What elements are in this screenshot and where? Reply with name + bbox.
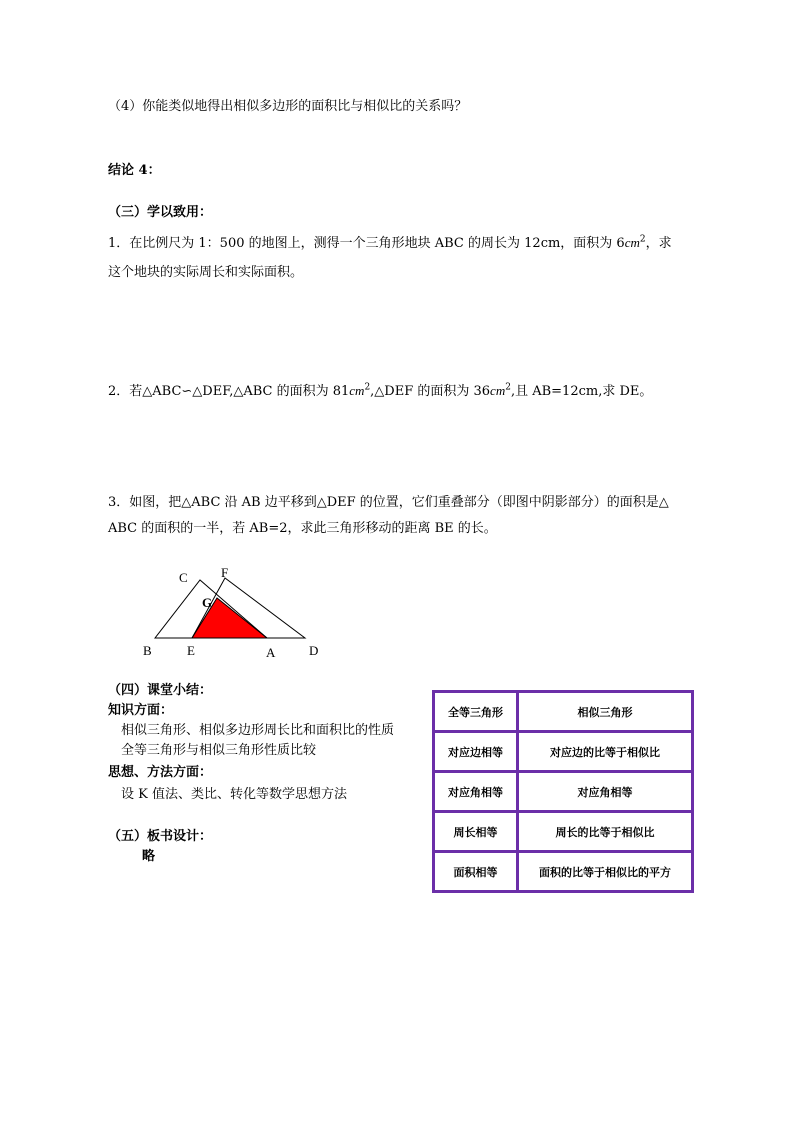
table-cell: 对应边的比等于相似比 [518,732,693,772]
comparison-table [432,690,694,893]
table-cell: 全等三角形 [434,692,518,732]
label-c: C [179,570,188,585]
table-row [434,772,693,812]
table-row [434,732,693,772]
table-cell: 周长的比等于相似比 [518,812,693,852]
label-g: G [202,595,213,610]
problem-1-line-1 [108,234,672,253]
table-cell: 对应边相等 [434,732,518,772]
problem-2 [108,382,652,401]
label-f: F [221,565,229,580]
label-e: E [187,643,195,658]
problem-2-exponent-1: 2 [364,382,371,393]
problem-2-exponent-2: 2 [505,382,511,393]
label-a: A [266,645,276,660]
problem-3-line-2: ABC 的面积的一半，若 AB=2，求此三角形移动的距离 BE 的长。 [108,521,497,536]
problem-3-line-1: 3．如图，把△ABC 沿 AB 边平移到△DEF 的位置，它们重叠部分（即图中阴影部分）的面积是△ [108,495,669,510]
problem-2-unit-1: cm [349,383,365,398]
problem-1-text-a: 1．在比例尺为 1：500 的地图上，测得一个三角形地块 ABC 的周长为 12cm，面积为 6 [108,236,625,251]
section-3-heading: （三）学以致用： [108,205,213,220]
table-cell: 对应角相等 [434,772,518,812]
table-row [434,812,693,852]
translation-figure [130,560,340,665]
section-4-heading: （四）课堂小结： [108,683,213,698]
table-cell: 面积的比等于相似比的平方 [518,852,693,892]
table-cell: 相似三角形 [518,692,693,732]
question-4: （4）你能类似地得出相似多边形的面积比与相似比的关系吗？ [108,99,468,114]
problem-2-text-c: ,且 AB=12cm,求 DE。 [510,384,653,399]
problem-2-text-b: ,△DEF 的面积为 36 [370,384,491,399]
knowledge-line-2: 全等三角形与相似三角形性质比较 [121,743,317,758]
section-5-heading: （五）板书设计： [108,829,213,844]
problem-2-text-a: 2．若△ABC∽△DEF,△ABC 的面积为 81 [108,384,350,399]
conclusion-4: 结论 4： [108,163,161,178]
table-cell: 面积相等 [434,852,518,892]
problem-1-line-2: 这个地块的实际周长和实际面积。 [108,265,304,280]
knowledge-heading: 知识方面： [108,703,174,718]
problem-1-text-b: ，求 [645,236,672,251]
problem-1-unit: cm [624,235,640,250]
board-design-omitted: 略 [142,849,156,864]
label-d: D [309,643,319,658]
table-cell: 周长相等 [434,812,518,852]
method-heading: 思想、方法方面： [108,765,213,780]
problem-2-unit-2: cm [490,383,506,398]
problem-1-exponent: 2 [639,234,646,245]
table-row [434,852,693,892]
knowledge-line-1: 相似三角形、相似多边形周长比和面积比的性质 [121,723,395,738]
table-cell: 对应角相等 [518,772,693,812]
table-row [434,692,693,732]
method-line-1: 设 K 值法、类比、转化等数学思想方法 [121,787,347,802]
label-b: B [143,643,152,658]
